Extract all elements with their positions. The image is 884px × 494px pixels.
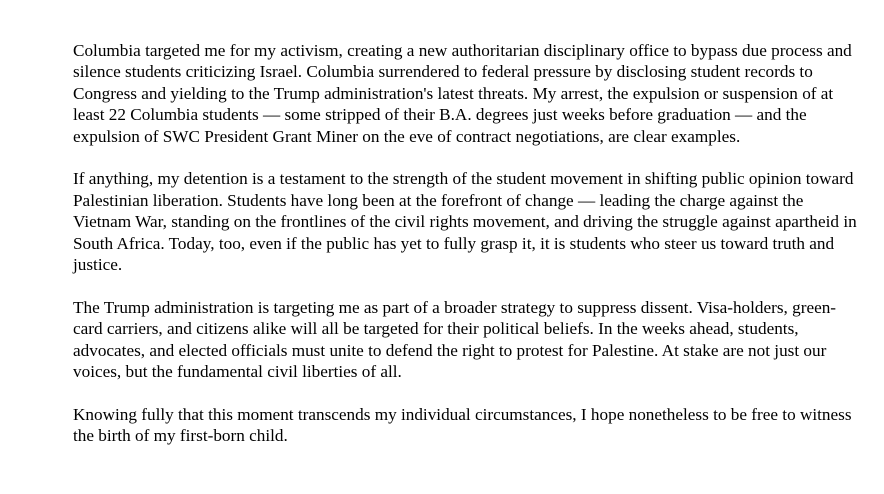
letter-document [73, 40, 863, 447]
paragraph-activism: Columbia targeted me for my activism, creating a new authoritarian disciplinary office to bypass due process and silence students criticizing Israel. Columbia surrendered to federal pressure by disclosing student records to Congress and yielding to the Trump administration's latest threats. My arrest, the expulsion or suspension of at least 22 Columbia students — some stripped of their B.A. degrees just weeks before graduation — and the expulsion of SWC President Grant Miner on the eve of contract negotiations, are clear examples. [73, 41, 852, 146]
paragraph-suppress-dissent: The Trump administration is targeting me as part of a broader strategy to suppress dissent. Visa-holders, green-card carriers, and citizens alike will all be targeted for their political beliefs. In the weeks ahead, students, advocates, and elected officials must unite to defend the right to protest for Palestine. At stake are not just our voices, but the fundamental civil liberties of all. [73, 297, 837, 382]
paragraph-first-born-child: Knowing fully that this moment transcends my individual circumstances, I hope nonetheless to be free to witness the birth of my first-born child. [73, 404, 852, 446]
paragraph-student-movement: If anything, my detention is a testament to the strength of the student movement in shifting public opinion toward Palestinian liberation. Students have long been at the forefront of change — leading the charge against the Vietnam War, standing on the frontlines of the civil rights movement, and driving the struggle against apartheid in South Africa. Today, too, even if the public has yet to fully grasp it, it is students who steer us toward truth and justice. [73, 169, 857, 275]
